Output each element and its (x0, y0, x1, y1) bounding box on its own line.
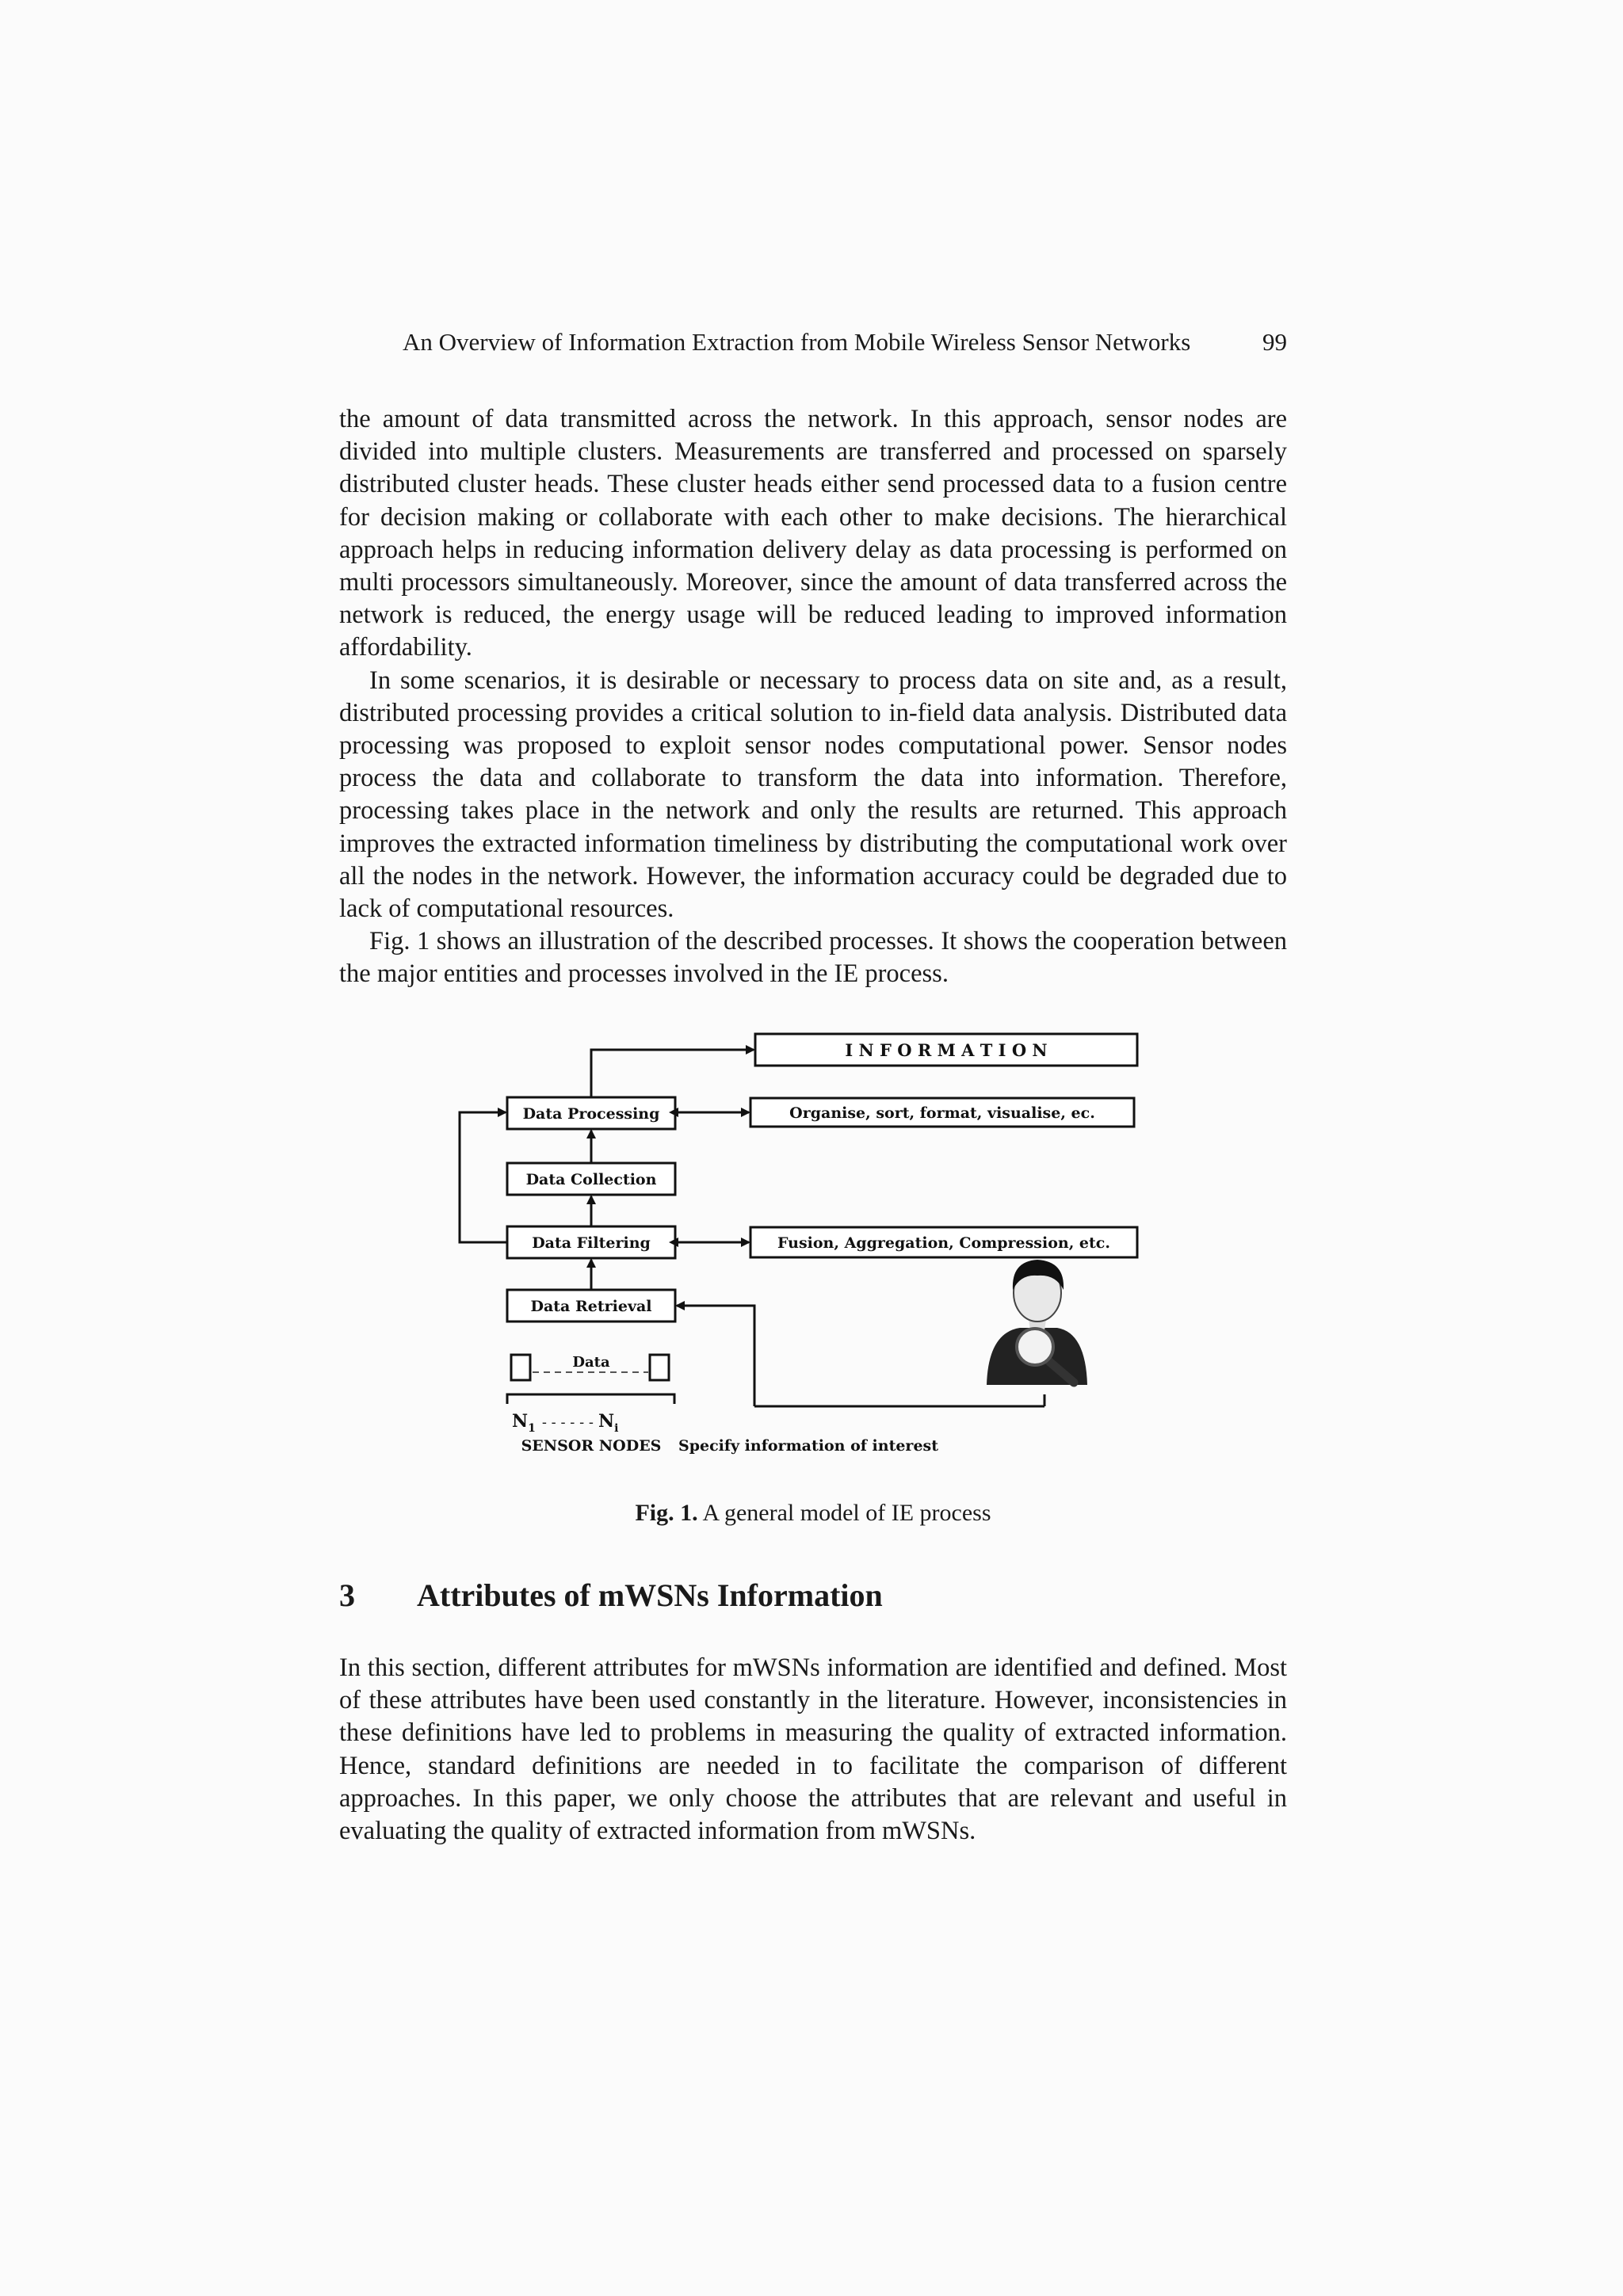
processing-note: Organise, sort, format, visualise, ec. (789, 1104, 1095, 1122)
section-number: 3 (339, 1577, 355, 1613)
figure-caption (339, 1500, 1287, 1527)
paragraph: the amount of data transmitted across the network. In this approach, sensor nodes are divided into multiple clusters. Measurements are transferred and processed on sparsely distributed cluster heads. These cluster heads either send processed data to a fusion centre for decision making or collaborate with each other to make decisions. The hierarchical approach helps in reducing information delivery delay as data processing is performed on multi processors simultaneously. Moreover, since the amount of data transferred across the network is reduced, the energy usage will be reduced leading to improved information affordability. (339, 405, 1287, 662)
section-title: Attributes of mWSNs Information (417, 1577, 883, 1613)
filtering-note: Fusion, Aggregation, Compression, etc. (777, 1234, 1110, 1252)
stage-label: Data Retrieval (530, 1298, 652, 1315)
user-search-icon (987, 1260, 1087, 1385)
stage-data-processing (507, 1097, 675, 1129)
paragraph: In this section, different attributes for mWSNs information are identified and defined. Most of these attributes have been used constantly in the literature. However, inconsistencies in these definitions have led to problems in measuring the quality of extracted information. Hence, standard definitions are needed in to facilitate the comparison of different approaches. In this paper, we only choose the attributes that are relevant and useful in evaluating the quality of extracted information from mWSNs. (339, 1653, 1287, 1846)
information-label: I N F O R M A T I O N (845, 1040, 1048, 1060)
body-text (339, 403, 1287, 991)
running-header (339, 325, 1287, 364)
arrow-processing-to-information (591, 1050, 754, 1097)
paragraph: Fig. 1 shows an illustration of the described processes. It shows the cooperation between the major entities and processes involved in the IE process. (339, 927, 1287, 989)
paragraph: In some scenarios, it is desirable or necessary to process data on site and, as a result, distributed processing provides a critical solution to in-field data analysis. Distributed data processing was proposed to exploit sensor nodes computational power. Sensor nodes process the data and collaborate to transform the data into information. Therefore, processing takes place in the network and only the results are returned. This approach improves the extracted information timeliness by distributing the computational work over all the nodes in the network. However, the information accuracy could be degraded due to lack of computational resources. (339, 666, 1287, 924)
figure-ie-process (444, 1022, 1157, 1466)
sensor-nodes-label: SENSOR NODES (521, 1437, 662, 1455)
data-label: Data (572, 1354, 610, 1371)
caption-text: A general model of IE process (697, 1500, 991, 1526)
running-title: An Overview of Information Extraction from Mobile Wireless Sensor Networks (403, 328, 1191, 356)
arrow-filtering-bypass (460, 1112, 507, 1242)
node-range-label: $N_1$ - - - - - - $N_i$ (512, 1411, 619, 1435)
sensor-bracket (507, 1394, 674, 1404)
caption-label: Fig. 1. (635, 1500, 698, 1526)
ie-process-diagram (444, 1022, 1157, 1466)
section-heading (339, 1577, 883, 1614)
page-number: 99 (1262, 328, 1287, 356)
sensor-node-icon (650, 1355, 669, 1380)
section-body (339, 1652, 1287, 1848)
stage-data-retrieval (507, 1290, 675, 1322)
stage-label: Data Processing (522, 1105, 660, 1123)
stage-label: Data Filtering (532, 1234, 651, 1252)
arrow-user-request (677, 1306, 754, 1406)
stage-data-filtering (507, 1226, 675, 1258)
interest-label: Specify information of interest (678, 1437, 939, 1455)
sensor-node-icon (511, 1355, 530, 1380)
stage-data-collection (507, 1163, 675, 1195)
stage-label: Data Collection (525, 1171, 657, 1188)
